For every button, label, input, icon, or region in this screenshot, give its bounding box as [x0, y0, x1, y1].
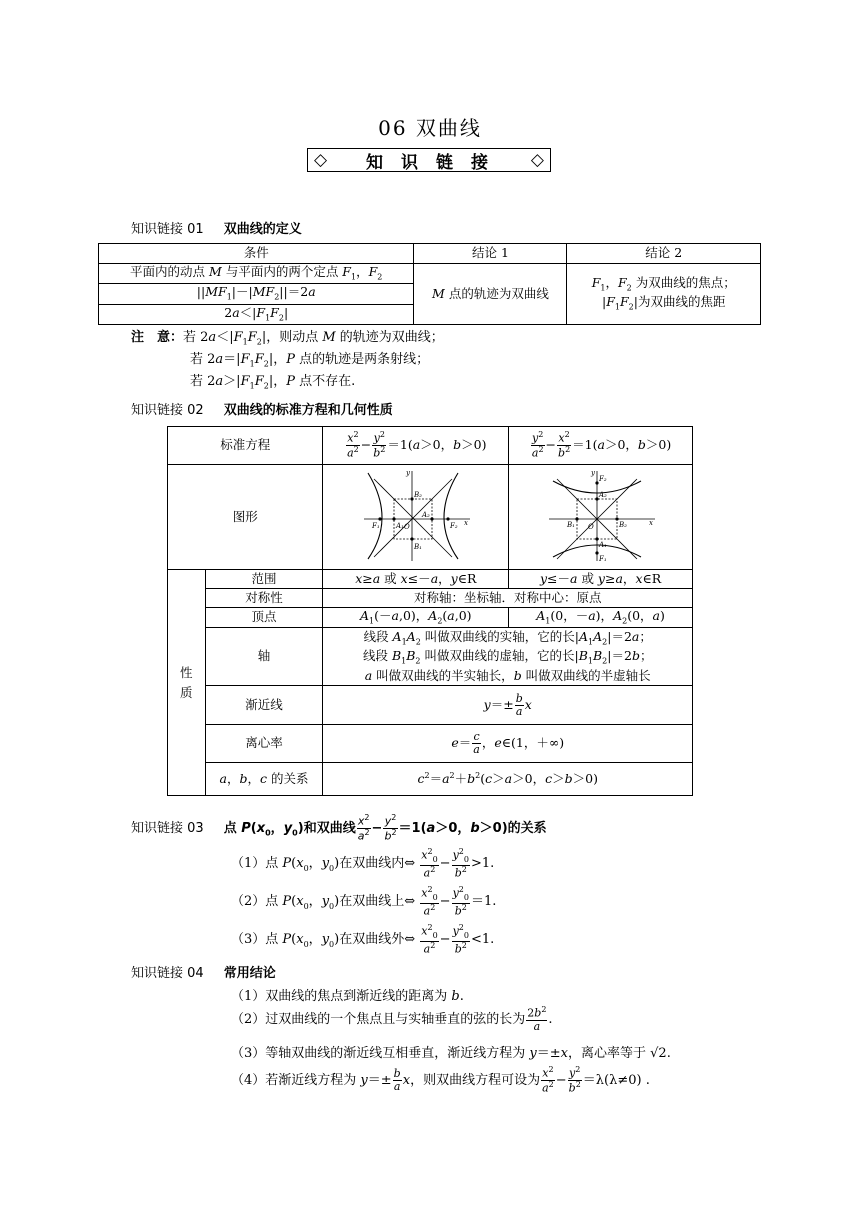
section-title: 常用结论 — [223, 966, 276, 981]
vertex-1: $A_1(-a,0)$，$A_2(a,0)$ — [323, 608, 509, 628]
hyperbola-y-figure — [545, 467, 657, 563]
condition-2: $||MF_1|-|MF_2||=2a$ — [99, 284, 414, 304]
svg-text:O: O — [403, 522, 410, 531]
svg-text:x: x — [648, 518, 653, 527]
relation: $c^2=a^2+b^2(c>a>0$，c＞b＞0) — [323, 763, 693, 796]
section-number: 知识链接 02 — [131, 403, 204, 418]
note-line-3: 若 $2a>|F_1F_2|$，P 点不存在. — [190, 374, 356, 391]
page-title: 06 双曲线 — [378, 116, 482, 140]
svg-text:F₁: F₁ — [598, 554, 607, 563]
section-number: 知识链接 03 — [131, 820, 204, 836]
svg-text:A₁: A₁ — [598, 540, 607, 549]
figure-2 — [509, 465, 693, 570]
range-label: 范围 — [205, 570, 323, 589]
diamond-icon: ◇ — [530, 150, 544, 170]
svg-text:B₁: B₁ — [566, 520, 575, 529]
vertex-2: $A_1(0$，－a)，$A_2(0$，a) — [509, 608, 693, 628]
svg-text:A₂: A₂ — [421, 510, 430, 519]
section-heading-3: 知识链接 03 点 $P(x_0$，$y_0$)和双曲线 $\frac{x^2}{a^2}$ − $\frac{y^2}{b^2}$ ＝1(a＞0，b＞0)的关系 — [131, 813, 547, 843]
svg-text:x: x — [463, 518, 468, 527]
section-title: 双曲线的定义 — [223, 222, 302, 237]
section-number: 知识链接 04 — [131, 966, 204, 981]
relation-label: a，b，c 的关系 — [205, 763, 323, 796]
svg-text:B₂: B₂ — [413, 490, 422, 499]
condition-1: 平面内的动点 M 与平面内的两个定点 $F_1$，$F_2$ — [99, 264, 414, 284]
condition-3: $2a<|F_1F_2|$ — [99, 304, 414, 324]
section-heading-4 — [131, 962, 276, 981]
asymptote-label: 渐近线 — [205, 686, 323, 725]
range-2: y≤－a 或 y≥a，x∈R — [509, 570, 693, 589]
section-heading-2 — [131, 399, 393, 418]
std-eq-1: $\frac{x^2}{a^2}$ − $\frac{y^2}{b^2}$ ＝1(a＞0，b＞0) — [323, 427, 509, 465]
section-banner — [307, 148, 551, 172]
svg-text:A₁: A₁ — [395, 521, 404, 530]
asymptote: y＝± $\frac{b}{a}$ x — [323, 686, 693, 725]
section-number: 知识链接 01 — [131, 222, 204, 237]
banner-text: 知识链接 — [366, 152, 506, 173]
definition-table — [98, 243, 761, 325]
eccentricity-label: 离心率 — [205, 725, 323, 763]
note-line-1: 注 意：若 $2a<|F_1F_2|$，则动点 M 的轨迹为双曲线； — [131, 330, 444, 347]
conclusion-4: （4）若渐近线方程为 y＝± $\frac{b}{a}$ x，则双曲线方程可设为 $\frac{x^2}{a^2}$ − $\frac{y^2}{b^2}$ ＝λ(λ≠0) . — [231, 1065, 650, 1095]
axis-label: 轴 — [205, 628, 323, 686]
result-2: $F_1$，$F_2$ 为双曲线的焦点； $|F_1F_2|$为双曲线的焦距 — [567, 264, 761, 325]
figure-label: 图形 — [168, 465, 323, 570]
axis-desc: 线段 $A_1A_2$ 叫做双曲线的实轴，它的长$|A_1A_2|=2a$； 线段 $B_1B_2$ 叫做双曲线的虚轴，它的长$|B_1B_2|=2b$； a 叫做双曲线的半实轴长，b 叫做双曲线的半虚轴长 — [323, 628, 693, 686]
note-line-2: 若 $2a=|F_1F_2|$，P 点的轨迹是两条射线； — [190, 352, 430, 369]
svg-text:y: y — [405, 468, 410, 477]
relation-item-2: （2）点 $P(x_0$，$y_0$)在双曲线上⇔ $\frac{x^2_0}{a^2}$ − $\frac{y^2_0}{b^2}$ ＝1. — [231, 885, 497, 918]
std-eq-label: 标准方程 — [168, 427, 323, 465]
vertex-label: 顶点 — [205, 608, 323, 628]
conclusion-3: （3）等轴双曲线的渐近线互相垂直，渐近线方程为 y＝±x，离心率等于 √2. — [231, 1046, 671, 1061]
svg-text:F₂: F₂ — [449, 521, 458, 530]
header-condition: 条件 — [99, 244, 414, 264]
property-label: 性质 — [168, 570, 206, 796]
header-result-1: 结论 1 — [414, 244, 567, 264]
svg-text:y: y — [590, 468, 595, 477]
symmetry-label: 对称性 — [205, 589, 323, 608]
result-1: M 点的轨迹为双曲线 — [414, 264, 567, 325]
symmetry: 对称轴：坐标轴．对称中心：原点 — [323, 589, 693, 608]
hyperbola-x-figure — [360, 467, 472, 563]
relation-item-1: （1）点 $P(x_0$，$y_0$)在双曲线内⇔ $\frac{x^2_0}{a^2}$ − $\frac{y^2_0}{b^2}$ >1. — [231, 847, 495, 880]
properties-table — [167, 426, 693, 796]
svg-text:B₂: B₂ — [618, 520, 627, 529]
svg-text:F₁: F₁ — [371, 521, 380, 530]
svg-text:A₂: A₂ — [598, 490, 607, 499]
range-1: x≥a 或 x≤－a，y∈R — [323, 570, 509, 589]
section-heading-1 — [131, 218, 302, 237]
header-result-2: 结论 2 — [567, 244, 761, 264]
section-title: 双曲线的标准方程和几何性质 — [223, 403, 393, 418]
figure-1 — [323, 465, 509, 570]
conclusion-1: （1）双曲线的焦点到渐近线的距离为 b. — [231, 989, 464, 1004]
eccentricity: e＝ $\frac{c}{a}$ ，e∈(1，＋∞) — [323, 725, 693, 763]
svg-text:B₁: B₁ — [413, 542, 422, 551]
svg-text:F₂: F₂ — [598, 474, 607, 483]
conclusion-2: （2）过双曲线的一个焦点且与实轴垂直的弦的长为 $\frac{2b^2}{a}$ . — [231, 1005, 553, 1033]
std-eq-2: $\frac{y^2}{a^2}$ − $\frac{x^2}{b^2}$ ＝1(a＞0，b＞0) — [509, 427, 693, 465]
diamond-icon: ◇ — [314, 150, 328, 170]
svg-text:O: O — [587, 522, 594, 531]
relation-item-3: （3）点 $P(x_0$，$y_0$)在双曲线外⇔ $\frac{x^2_0}{a^2}$ − $\frac{y^2_0}{b^2}$ <1. — [231, 923, 495, 956]
